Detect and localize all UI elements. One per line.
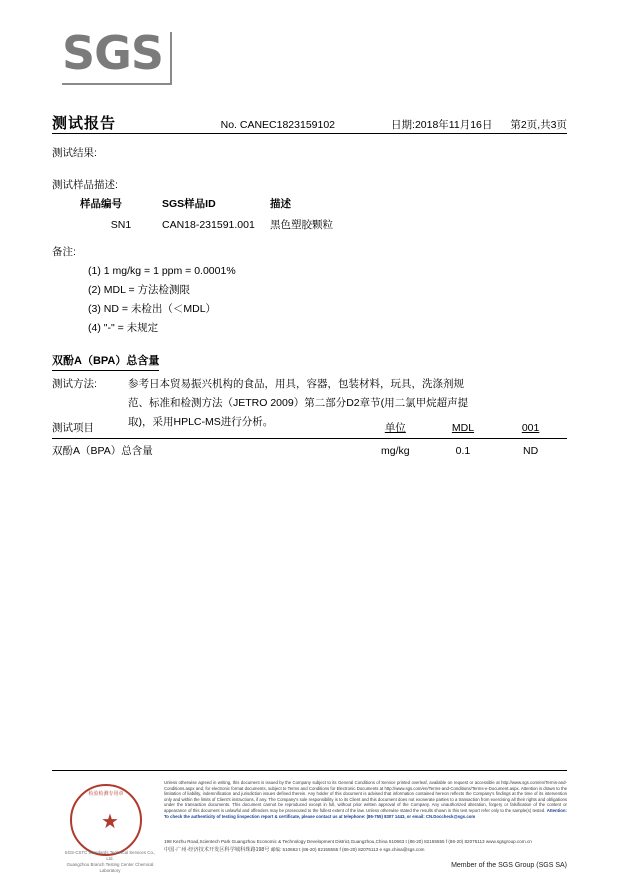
page-indicator: 第2页,共3页 xyxy=(510,119,567,131)
table-row xyxy=(80,217,410,232)
section-heading-bpa: 双酚A（BPA）总含量 xyxy=(52,352,159,371)
result-unit: mg/kg xyxy=(381,444,410,457)
sample-desc-value: 黑色塑胶颗粒 xyxy=(270,219,333,231)
sample-id: CAN18-231591.001 xyxy=(162,218,255,231)
result-value: ND xyxy=(522,444,539,457)
sample-no: SN1 xyxy=(110,218,132,231)
result-table xyxy=(52,420,567,458)
logo-vertical-rule xyxy=(170,32,172,84)
results-label: 测试结果: xyxy=(52,147,97,159)
seal-text: 检验检测专用章 xyxy=(88,791,124,797)
list-item: (3) ND = 未检出（＜MDL） xyxy=(88,303,217,315)
sample-col-desc: 描述 xyxy=(270,198,291,210)
report-date: 日期:2018年11月16日 xyxy=(391,119,493,131)
table-row xyxy=(52,439,567,459)
report-number: No. CANEC1823159102 xyxy=(220,119,336,131)
footer-divider xyxy=(52,770,567,771)
sample-description-label: 测试样品描述: xyxy=(52,179,118,191)
sample-table-header-row xyxy=(80,196,410,217)
report-title-row xyxy=(52,112,567,133)
header-divider xyxy=(52,133,567,134)
address-en: 198 Kezhu Road,Scientech Park Guangzhou Economic & Technology Development District,Guangzhou,China 510663 t (86-20) 82155555 f (86-20) 82075113 www.sgsgroup.com.cn xyxy=(164,839,532,844)
address-cn: 中国·广州·经济技术开发区科学城科珠路198号 xyxy=(164,846,270,853)
page-title: 测试报告 xyxy=(52,115,117,132)
company-seal xyxy=(62,782,158,873)
legal-disclaimer xyxy=(164,780,567,819)
result-col-item: 测试项目 xyxy=(52,420,359,439)
sgs-logo-text: SGS xyxy=(62,26,164,80)
legal-attention: Attention: To check the authenticity of testing /inspection report & certificate, please contact us at telephone: (86-755) 8307 1443, or email: CN.Doccheck@sgs.com xyxy=(164,807,567,819)
sample-col-id: SGS样品ID xyxy=(162,198,216,210)
list-item: (4) "-" = 未规定 xyxy=(88,322,159,334)
result-mdl: 0.1 xyxy=(455,444,471,457)
sample-col-no: 样品编号 xyxy=(80,198,122,210)
result-col-mdl: MDL xyxy=(432,420,494,439)
result-col-sample: 001 xyxy=(494,420,567,439)
seal-star-icon: ★ xyxy=(101,811,119,833)
seal-subtext-line-1: SGS-CSTC Standards Technical Services Co., Ltd. xyxy=(64,850,156,861)
sample-table xyxy=(80,196,410,232)
legal-body: Unless otherwise agreed in writing, this document is issued by the Company subject to its General Conditions of Service printed overleaf, available on request or accessible at http://www.sgs.com/en/Terms-and-Conditions.aspx and, for electronic format documents, subject to Terms and Conditions for Electronic Documents at http://www.sgs.com/en/Terms-and-Conditions/Terms-e-Document.aspx. Attention is drawn to the limitation of liability, indemnification and jurisdiction issues defined therein. Any holder of this document is advised that information contained hereon reflects the Company's findings at the time of its intervention only and within the limits of Client's instructions, if any. The Company's sole responsibility is to its Client and this document does not exonerate parties to a transaction from exercising all their rights and obligations under the transaction documents. This document cannot be reproduced except in full, without prior written approval of the Company. Any unauthorized alteration, forgery or falsification of the content or appearance of this document is unlawful and offenders may be prosecuted to the fullest extent of the law. Unless otherwise stated the results shown in this test report refer only to the sample(s) tested. xyxy=(164,780,567,813)
sgs-logo xyxy=(62,26,172,82)
list-item: (2) MDL = 方法检测限 xyxy=(88,284,190,296)
seal-subtext xyxy=(62,850,158,874)
report-meta xyxy=(221,117,567,132)
remarks-label: 备注: xyxy=(52,246,76,258)
result-table-header-row xyxy=(52,420,567,439)
address-cn-row xyxy=(164,846,567,855)
seal-subtext-line-2: Guangzhou Branch Testing Center Chemical Laboratory xyxy=(66,862,154,873)
logo-underline xyxy=(62,83,172,85)
company-address xyxy=(164,838,567,854)
list-item: (1) 1 mg/kg = 1 ppm = 0.0001% xyxy=(88,265,236,277)
test-method-text: 参考日本贸易振兴机构的食品，用具，容器，包装材料，玩具，洗涤剂规范、标准和检测方法（JETRO 2009）第二部分D2章节(用二氯甲烷超声提取)，采用HPLC-MS进行分析。 xyxy=(128,378,469,428)
member-note: Member of the SGS Group (SGS SA) xyxy=(451,862,567,869)
result-col-unit: 单位 xyxy=(359,420,432,439)
test-method-label: 测试方法: xyxy=(52,378,97,390)
remarks-list xyxy=(88,262,236,338)
address-cn-contact: 邮编: 510663 t (86-20) 82155555 f (86-20) 82075113 e sgs.china@sgs.com xyxy=(270,846,425,852)
result-item-name: 双酚A（BPA）总含量 xyxy=(52,445,153,457)
